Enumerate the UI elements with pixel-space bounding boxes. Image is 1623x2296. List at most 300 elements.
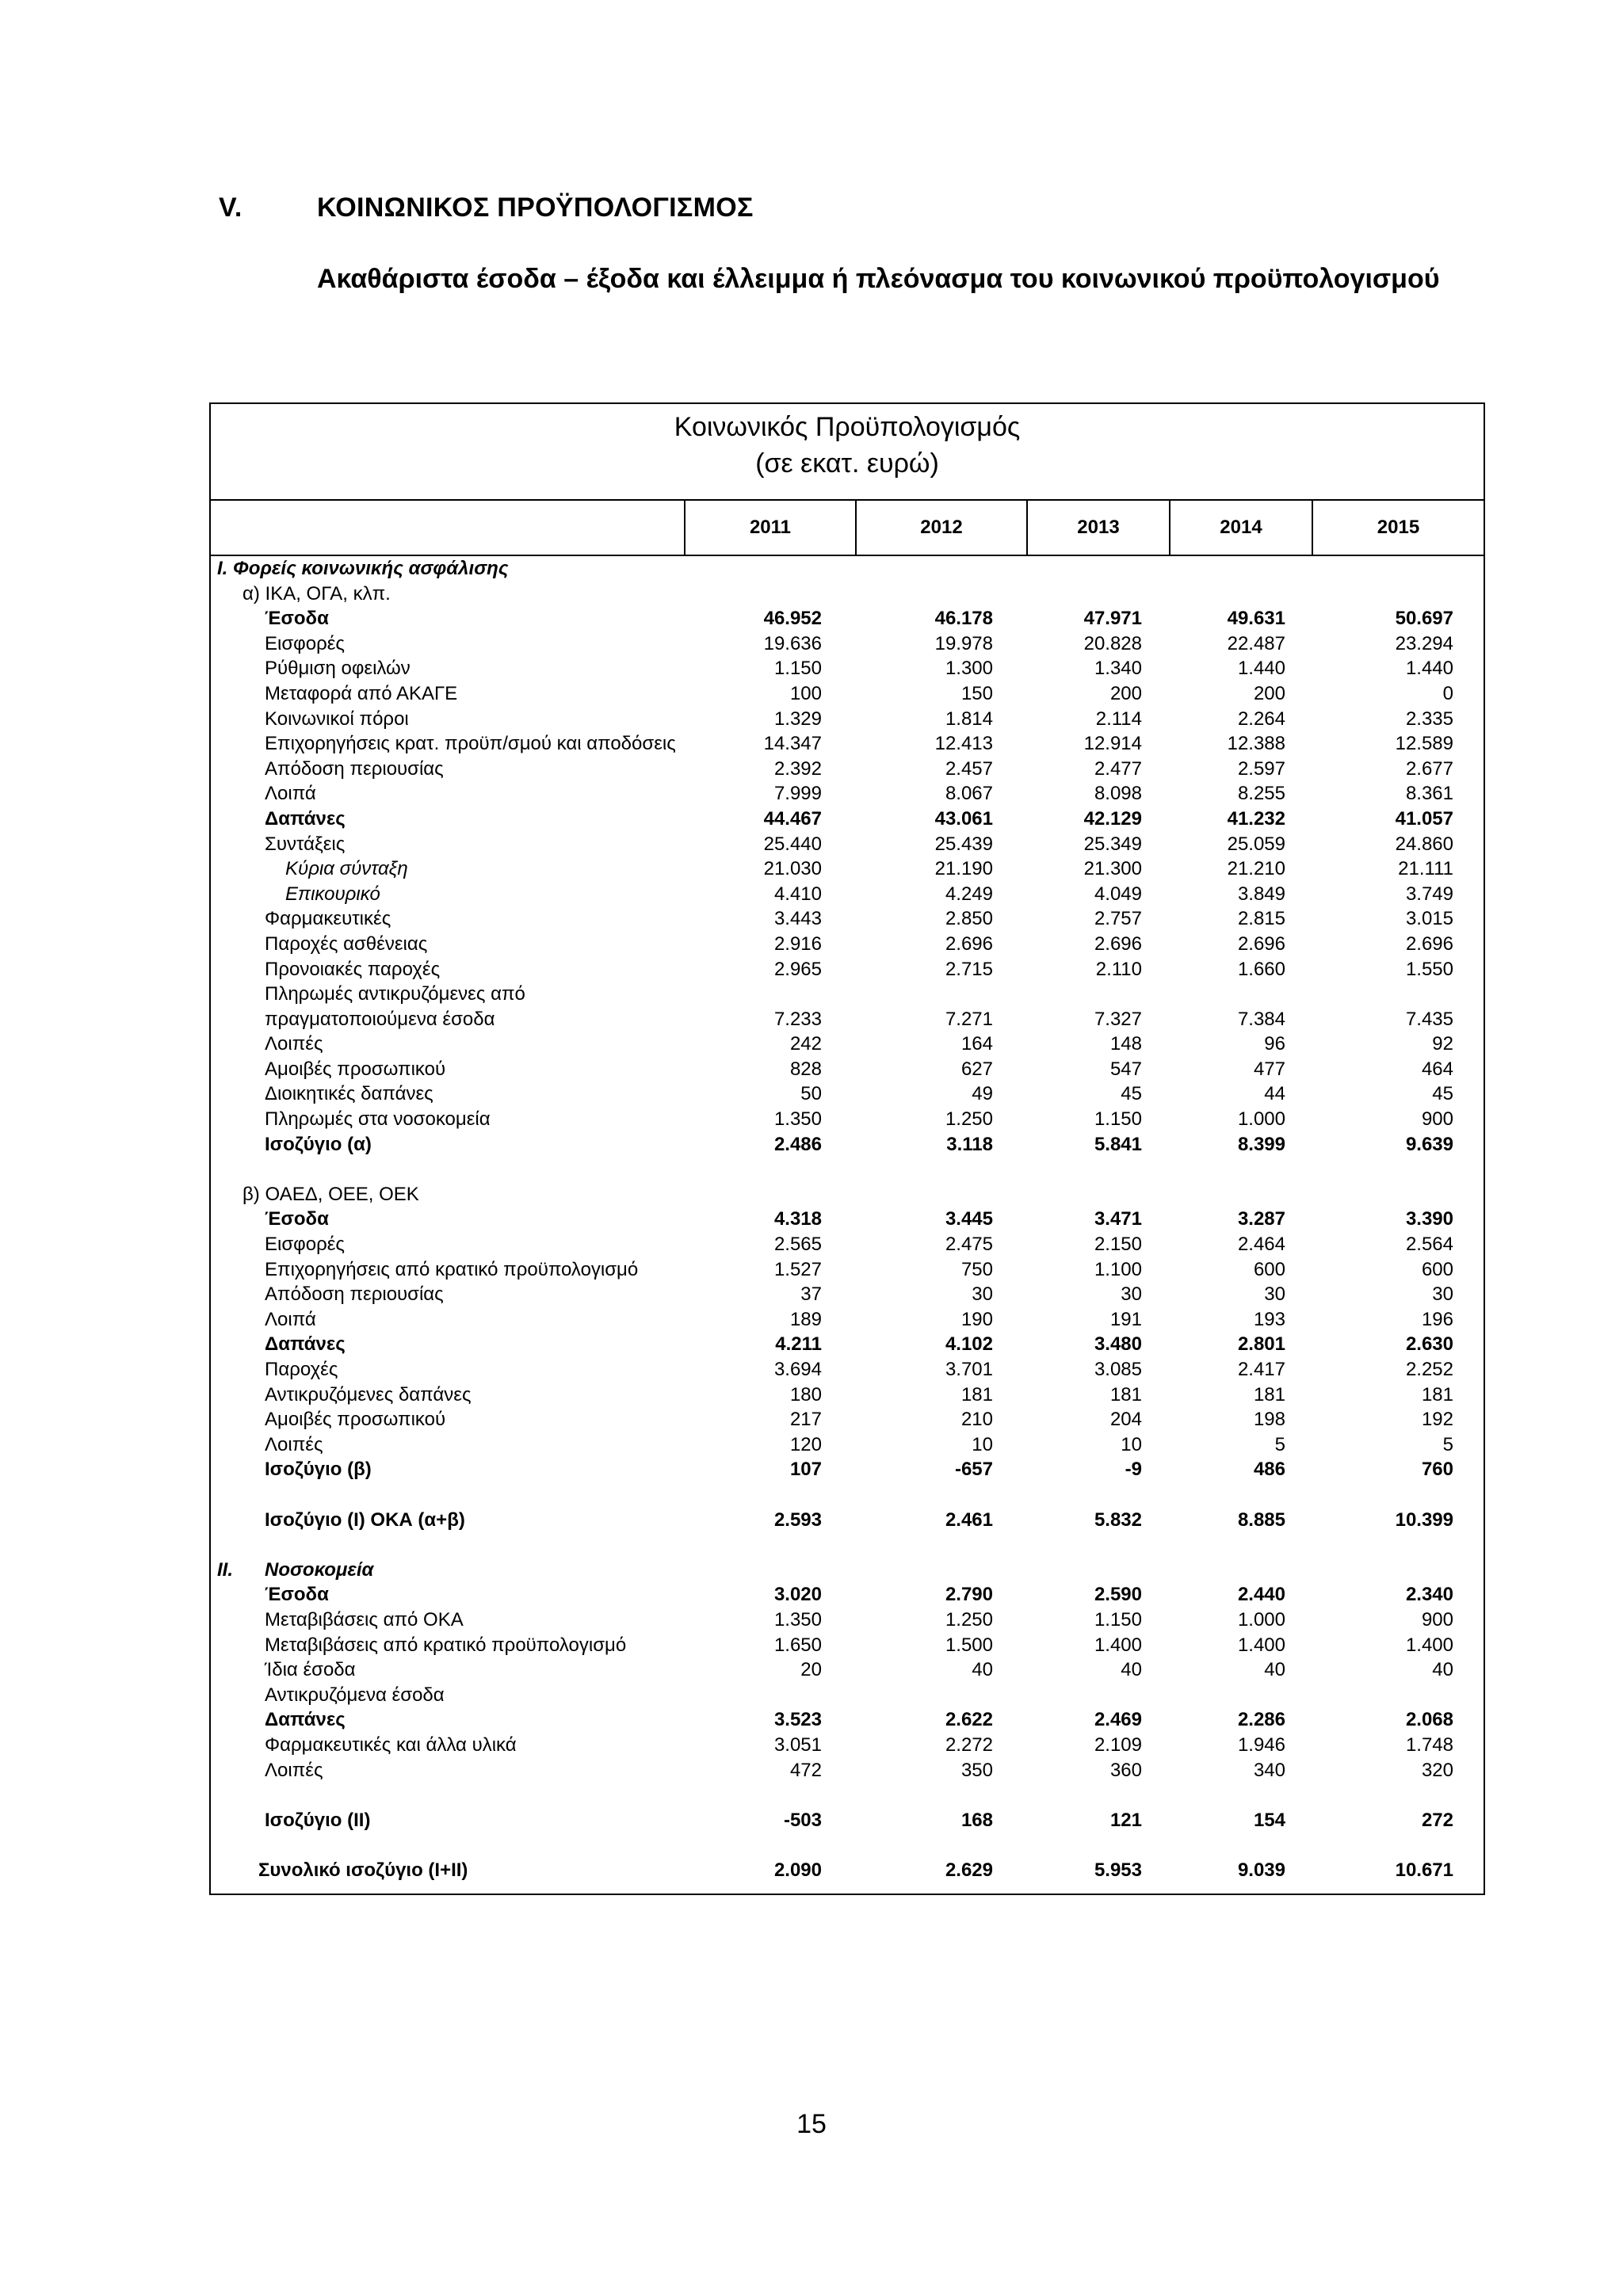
value-cell: 1.250 <box>945 1108 993 1131</box>
value-cell: 49.631 <box>1227 608 1285 630</box>
value-cell: 37 <box>800 1283 822 1306</box>
value-cell: 4.318 <box>773 1208 822 1230</box>
table-body <box>211 556 1484 1882</box>
table-row <box>211 606 1484 631</box>
value-cell: 900 <box>1421 1608 1453 1630</box>
value-cell: 7.271 <box>945 1008 993 1030</box>
value-cell: 2.461 <box>945 1508 993 1531</box>
value-cell: -657 <box>954 1459 993 1481</box>
value-cell: 45 <box>1432 1083 1453 1105</box>
year-header: 2011 <box>684 501 855 555</box>
table-row <box>211 1582 1484 1608</box>
table-row <box>211 1357 1484 1383</box>
value-cell: 30 <box>1264 1283 1285 1306</box>
value-cell: 50 <box>800 1083 822 1105</box>
value-cell: 2.286 <box>1237 1709 1285 1731</box>
row-label: Δαπάνες <box>265 807 346 830</box>
value-cell: 2.597 <box>1237 757 1285 780</box>
value-cell: 2.110 <box>1095 958 1142 980</box>
value-cell: 3.118 <box>946 1133 993 1155</box>
row-label: Λοιπές <box>265 1033 323 1055</box>
year-header: 2015 <box>1312 501 1484 555</box>
value-cell: 2.068 <box>1405 1709 1453 1731</box>
row-label: Ρύθμιση οφειλών <box>265 658 411 680</box>
value-cell: 46.952 <box>763 608 822 630</box>
table-title-line1: Κοινωνικός Προϋπολογισμός <box>674 412 1021 442</box>
table-row <box>211 1432 1484 1458</box>
value-cell: 1.440 <box>1405 658 1453 680</box>
value-cell: 1.329 <box>773 707 822 730</box>
table-row <box>211 556 1484 582</box>
value-cell: 477 <box>1253 1058 1285 1080</box>
value-cell: 2.150 <box>1094 1234 1142 1256</box>
row-label: Μεταβιβάσεις από ΟΚΑ <box>265 1608 464 1630</box>
value-cell: 1.150 <box>1094 1108 1142 1131</box>
value-cell: 2.790 <box>945 1584 993 1606</box>
value-cell: 3.701 <box>945 1359 993 1380</box>
table-title-line2: (σε εκατ. ευρώ) <box>755 448 939 479</box>
row-label: Αμοιβές προσωπικού <box>265 1058 446 1080</box>
value-cell: 1.350 <box>773 1108 822 1131</box>
table-title <box>211 404 1484 501</box>
value-cell: 2.593 <box>773 1508 822 1531</box>
row-label: Κύρια σύνταξη <box>285 858 408 880</box>
table-row <box>211 1808 1484 1833</box>
row-label: Φαρμακευτικές <box>265 908 391 930</box>
value-cell: 1.350 <box>773 1608 822 1630</box>
table-row <box>211 1057 1484 1082</box>
value-cell: 44.467 <box>763 807 822 830</box>
table-row <box>211 957 1484 982</box>
row-label: Επικουρικό <box>285 883 380 905</box>
value-cell: 464 <box>1421 1058 1453 1080</box>
value-cell: 2.335 <box>1405 707 1453 730</box>
value-cell: 50.697 <box>1395 608 1453 630</box>
value-cell: 1.000 <box>1237 1108 1285 1131</box>
row-label: Αμοιβές προσωπικού <box>265 1409 446 1431</box>
value-cell: 486 <box>1253 1459 1285 1481</box>
value-cell: 121 <box>1109 1809 1142 1831</box>
value-cell: 100 <box>789 682 822 704</box>
table-row <box>211 1207 1484 1232</box>
value-cell: 1.000 <box>1237 1608 1285 1630</box>
row-label: Μεταφορά από ΑΚΑΓΕ <box>265 682 458 704</box>
value-cell: 2.114 <box>1095 707 1142 730</box>
value-cell: 1.340 <box>1094 658 1142 680</box>
value-cell: 8.361 <box>1405 783 1453 805</box>
value-cell: 49 <box>972 1083 993 1105</box>
value-cell: 40 <box>1121 1659 1142 1681</box>
value-cell: 2.565 <box>773 1234 822 1256</box>
value-cell: 43.061 <box>934 807 993 830</box>
row-label: Έσοδα <box>265 608 329 630</box>
row-label: Έσοδα <box>265 1584 329 1606</box>
value-cell: 3.443 <box>773 908 822 930</box>
social-budget-table <box>209 402 1485 1895</box>
row-label: Έσοδα <box>265 1208 329 1230</box>
table-row <box>211 1707 1484 1733</box>
value-cell: 19.636 <box>763 632 822 654</box>
value-cell: 198 <box>1253 1409 1285 1431</box>
value-cell: 2.815 <box>1237 908 1285 930</box>
table-row <box>211 1232 1484 1257</box>
value-cell: 1.660 <box>1237 958 1285 980</box>
table-row <box>211 906 1484 932</box>
value-cell: 200 <box>1253 682 1285 704</box>
value-cell: 900 <box>1421 1108 1453 1131</box>
value-cell: 2.440 <box>1237 1584 1285 1606</box>
row-label: II. <box>217 1558 234 1581</box>
row-label: Φαρμακευτικές και άλλα υλικά <box>265 1733 517 1756</box>
value-cell: 1.550 <box>1405 958 1453 980</box>
value-cell: 25.349 <box>1083 833 1142 855</box>
value-cell: 8.399 <box>1237 1133 1285 1155</box>
value-cell: 21.030 <box>763 858 822 880</box>
value-cell: 8.098 <box>1094 783 1142 805</box>
table-row <box>211 1107 1484 1132</box>
value-cell: 47.971 <box>1083 608 1142 630</box>
value-cell: 8.255 <box>1237 783 1285 805</box>
value-cell: 181 <box>1421 1383 1453 1405</box>
value-cell: 191 <box>1109 1308 1142 1330</box>
table-row <box>211 1683 1484 1708</box>
row-label: β) ΟΑΕΔ, ΟΕΕ, ΟΕΚ <box>242 1183 419 1205</box>
value-cell: 2.272 <box>945 1733 993 1756</box>
value-cell: 2.630 <box>1405 1333 1453 1356</box>
value-cell: 9.039 <box>1237 1859 1285 1881</box>
table-row <box>211 1558 1484 1583</box>
table-row <box>211 1508 1484 1533</box>
row-label: Ισοζύγιο (β) <box>265 1459 372 1481</box>
row-label: Συνολικό ισοζύγιο (I+II) <box>258 1859 468 1881</box>
table-row <box>211 1332 1484 1357</box>
value-cell: 3.390 <box>1405 1208 1453 1230</box>
table-row <box>211 1257 1484 1283</box>
value-cell: 2.457 <box>945 757 993 780</box>
row-label: Απόδοση περιουσίας <box>265 1283 444 1306</box>
table-row <box>211 807 1484 832</box>
row-label: Παροχές ασθένειας <box>265 933 428 955</box>
value-cell: 30 <box>972 1283 993 1306</box>
value-cell: 4.049 <box>1094 883 1142 905</box>
value-cell: 12.413 <box>934 733 993 755</box>
value-cell: 19.978 <box>934 632 993 654</box>
value-cell: 44 <box>1264 1083 1285 1105</box>
row-label: Απόδοση περιουσίας <box>265 757 444 780</box>
table-row <box>211 1182 1484 1207</box>
year-header: 2013 <box>1026 501 1169 555</box>
value-cell: 1.100 <box>1094 1258 1142 1280</box>
value-cell: 12.914 <box>1083 733 1142 755</box>
value-cell: 3.020 <box>773 1584 822 1606</box>
value-cell: 2.757 <box>1094 908 1142 930</box>
table-row <box>211 781 1484 807</box>
row-label: Παροχές <box>265 1359 338 1380</box>
table-row <box>211 731 1484 757</box>
section-title: ΚΟΙΝΩΝΙΚΟΣ ΠΡΟΫΠΟΛΟΓΙΣΜΟΣ <box>317 193 754 223</box>
value-cell: 1.814 <box>945 707 993 730</box>
value-cell: 3.749 <box>1405 883 1453 905</box>
spacer-row <box>211 1783 1484 1808</box>
value-cell: 21.210 <box>1227 858 1285 880</box>
value-cell: 25.439 <box>934 833 993 855</box>
value-cell: 4.249 <box>945 883 993 905</box>
table-row <box>211 757 1484 782</box>
value-cell: 200 <box>1109 682 1142 704</box>
value-cell: 210 <box>960 1409 993 1431</box>
value-cell: 1.400 <box>1405 1634 1453 1656</box>
value-cell: 1.150 <box>1094 1608 1142 1630</box>
value-cell: 2.696 <box>1094 933 1142 955</box>
value-cell: 204 <box>1109 1409 1142 1431</box>
value-cell: 9.639 <box>1405 1133 1453 1155</box>
table-row <box>211 582 1484 607</box>
year-header-row <box>211 501 1484 556</box>
value-cell: 92 <box>1432 1033 1453 1055</box>
value-cell: 40 <box>1264 1659 1285 1681</box>
value-cell: 547 <box>1109 1058 1142 1080</box>
value-cell: 1.650 <box>773 1634 822 1656</box>
value-cell: 3.287 <box>1237 1208 1285 1230</box>
value-cell: 1.527 <box>773 1258 822 1280</box>
value-cell: 3.051 <box>773 1733 822 1756</box>
value-cell: 10 <box>1121 1433 1142 1455</box>
value-cell: 10.399 <box>1395 1508 1453 1531</box>
value-cell: 3.849 <box>1237 883 1285 905</box>
row-label: Λοιπά <box>265 1308 316 1330</box>
table-row <box>211 1307 1484 1333</box>
value-cell: 25.440 <box>763 833 822 855</box>
value-cell: 2.264 <box>1237 707 1285 730</box>
value-cell: 2.417 <box>1237 1359 1285 1380</box>
value-cell: 3.015 <box>1405 908 1453 930</box>
value-cell: 1.500 <box>945 1634 993 1656</box>
row-label: Αντικρυζόμενες δαπάνες <box>265 1383 472 1405</box>
value-cell: 2.477 <box>1094 757 1142 780</box>
value-cell: -9 <box>1125 1459 1142 1481</box>
value-cell: 2.590 <box>1094 1584 1142 1606</box>
value-cell: 2.850 <box>945 908 993 930</box>
value-cell: 2.090 <box>773 1859 822 1881</box>
value-cell: 120 <box>789 1433 822 1455</box>
value-cell: 2.801 <box>1237 1333 1285 1356</box>
value-cell: 181 <box>1109 1383 1142 1405</box>
row-label: Μεταβιβάσεις από κρατικό προϋπολογισμό <box>265 1634 627 1656</box>
value-cell: 190 <box>960 1308 993 1330</box>
row-label: Ισοζύγιο (α) <box>265 1133 372 1155</box>
section-heading <box>219 193 754 223</box>
value-cell: 4.410 <box>773 883 822 905</box>
value-cell: 12.388 <box>1227 733 1285 755</box>
value-cell: 196 <box>1421 1308 1453 1330</box>
row-label: Εισφορές <box>265 632 345 654</box>
value-cell: 150 <box>960 682 993 704</box>
value-cell: 600 <box>1421 1258 1453 1280</box>
value-cell: 5.841 <box>1094 1133 1142 1155</box>
row-label: Πληρωμές αντικρυζόμενες από <box>265 983 525 1005</box>
value-cell: 2.475 <box>945 1234 993 1256</box>
table-row <box>211 1858 1484 1883</box>
table-row <box>211 832 1484 857</box>
value-cell: 5.832 <box>1094 1508 1142 1531</box>
row-label: α) ΙΚΑ, ΟΓΑ, κλπ. <box>242 582 391 605</box>
value-cell: 217 <box>789 1409 822 1431</box>
value-cell: 30 <box>1121 1283 1142 1306</box>
value-cell: 20 <box>800 1659 822 1681</box>
value-cell: 750 <box>960 1258 993 1280</box>
value-cell: 2.340 <box>1405 1584 1453 1606</box>
table-row <box>211 1758 1484 1783</box>
table-row <box>211 1383 1484 1408</box>
table-row <box>211 1608 1484 1633</box>
row-label: Δαπάνες <box>265 1333 346 1356</box>
value-cell: 8.067 <box>945 783 993 805</box>
row-label: Διοικητικές δαπάνες <box>265 1083 433 1105</box>
value-cell: 1.300 <box>945 658 993 680</box>
value-cell: -503 <box>783 1809 822 1831</box>
value-cell: 40 <box>972 1659 993 1681</box>
spacer-row <box>211 1833 1484 1858</box>
value-cell: 180 <box>789 1383 822 1405</box>
table-row <box>211 1132 1484 1158</box>
table-row <box>211 882 1484 907</box>
value-cell: 2.469 <box>1094 1709 1142 1731</box>
value-cell: 2.564 <box>1405 1234 1453 1256</box>
value-cell: 1.250 <box>945 1608 993 1630</box>
value-cell: 12.589 <box>1395 733 1453 755</box>
value-cell: 96 <box>1264 1033 1285 1055</box>
row-label: I. Φορείς κοινωνικής ασφάλισης <box>217 558 509 579</box>
value-cell: 320 <box>1421 1759 1453 1781</box>
row-label: Επιχορηγήσεις κρατ. προϋπ/σμού και αποδόσεις <box>265 733 676 755</box>
page-number: 15 <box>796 2109 827 2139</box>
row-label: Ισοζύγιο (II) <box>265 1809 371 1831</box>
value-cell: 24.860 <box>1395 833 1453 855</box>
section-number: V. <box>219 193 242 223</box>
value-cell: 2.252 <box>1405 1359 1453 1380</box>
value-cell: 242 <box>789 1033 822 1055</box>
value-cell: 5 <box>1274 1433 1285 1455</box>
value-cell: 2.392 <box>773 757 822 780</box>
value-cell: 2.622 <box>945 1709 993 1731</box>
value-cell: 2.696 <box>1405 933 1453 955</box>
row-label: Ίδια έσοδα <box>265 1659 356 1681</box>
table-row <box>211 1007 1484 1032</box>
value-cell: 30 <box>1432 1283 1453 1306</box>
value-cell: 4.211 <box>775 1333 822 1356</box>
value-cell: 340 <box>1253 1759 1285 1781</box>
value-cell: 472 <box>789 1759 822 1781</box>
value-cell: 25.059 <box>1227 833 1285 855</box>
value-cell: 10.671 <box>1395 1859 1453 1881</box>
row-label: Λοιπές <box>265 1433 323 1455</box>
value-cell: 41.057 <box>1395 807 1453 830</box>
value-cell: 828 <box>789 1058 822 1080</box>
value-cell: 0 <box>1442 682 1453 704</box>
value-cell: 1.748 <box>1405 1733 1453 1756</box>
row-label: Συντάξεις <box>265 833 346 855</box>
row-label: Πληρωμές στα νοσοκομεία <box>265 1108 491 1131</box>
table-row <box>211 1633 1484 1658</box>
value-cell: 2.486 <box>773 1133 822 1155</box>
value-cell: 107 <box>789 1459 822 1481</box>
row-label: Δαπάνες <box>265 1709 346 1731</box>
value-cell: 181 <box>960 1383 993 1405</box>
value-cell: 3.085 <box>1094 1359 1142 1380</box>
table-row <box>211 1282 1484 1307</box>
value-cell: 22.487 <box>1227 632 1285 654</box>
value-cell: 4.102 <box>945 1333 993 1356</box>
value-cell: 21.111 <box>1398 858 1453 880</box>
row-label: Λοιπά <box>265 783 316 805</box>
table-row <box>211 1081 1484 1107</box>
value-cell: 45 <box>1121 1083 1142 1105</box>
value-cell: 21.190 <box>934 858 993 880</box>
value-cell: 21.300 <box>1083 858 1142 880</box>
value-cell: 627 <box>960 1058 993 1080</box>
value-cell: 14.347 <box>763 733 822 755</box>
spacer-row <box>211 1157 1484 1182</box>
value-cell: 189 <box>789 1308 822 1330</box>
value-cell: 2.916 <box>773 933 822 955</box>
value-cell: 40 <box>1432 1659 1453 1681</box>
table-row <box>211 1457 1484 1482</box>
value-cell: 7.384 <box>1237 1008 1285 1030</box>
value-cell: 760 <box>1421 1459 1453 1481</box>
value-cell: 5.953 <box>1094 1859 1142 1881</box>
table-row <box>211 932 1484 957</box>
table-row <box>211 656 1484 681</box>
value-cell: 23.294 <box>1395 632 1453 654</box>
row-label-secondary: Νοσοκομεία <box>265 1558 374 1581</box>
value-cell: 154 <box>1253 1809 1285 1831</box>
value-cell: 5 <box>1442 1433 1453 1455</box>
value-cell: 20.828 <box>1083 632 1142 654</box>
value-cell: 2.715 <box>945 958 993 980</box>
value-cell: 1.150 <box>773 658 822 680</box>
value-cell: 7.327 <box>1094 1008 1142 1030</box>
value-cell: 8.885 <box>1237 1508 1285 1531</box>
value-cell: 7.999 <box>773 783 822 805</box>
year-header: 2014 <box>1169 501 1312 555</box>
value-cell: 2.109 <box>1094 1733 1142 1756</box>
table-row <box>211 631 1484 657</box>
value-cell: 7.233 <box>773 1008 822 1030</box>
value-cell: 1.440 <box>1237 658 1285 680</box>
table-row <box>211 1032 1484 1057</box>
value-cell: 600 <box>1253 1258 1285 1280</box>
table-row <box>211 1657 1484 1683</box>
value-cell: 3.694 <box>773 1359 822 1380</box>
value-cell: 2.464 <box>1237 1234 1285 1256</box>
value-cell: 192 <box>1421 1409 1453 1431</box>
row-label: Ισοζύγιο (I) ΟΚΑ (α+β) <box>265 1508 465 1531</box>
value-cell: 181 <box>1253 1383 1285 1405</box>
section-subheading: Ακαθάριστα έσοδα – έξοδα και έλλειμμα ή πλεόνασμα του κοινωνικού προϋπολογισμού <box>317 264 1440 294</box>
value-cell: 7.435 <box>1405 1008 1453 1030</box>
value-cell: 2.696 <box>945 933 993 955</box>
value-cell: 41.232 <box>1227 807 1285 830</box>
year-header: 2012 <box>855 501 1026 555</box>
value-cell: 2.965 <box>773 958 822 980</box>
value-cell: 168 <box>960 1809 993 1831</box>
value-cell: 2.696 <box>1237 933 1285 955</box>
table-row <box>211 856 1484 882</box>
value-cell: 1.400 <box>1237 1634 1285 1656</box>
value-cell: 3.471 <box>1094 1208 1142 1230</box>
value-cell: 2.629 <box>945 1859 993 1881</box>
value-cell: 148 <box>1109 1033 1142 1055</box>
